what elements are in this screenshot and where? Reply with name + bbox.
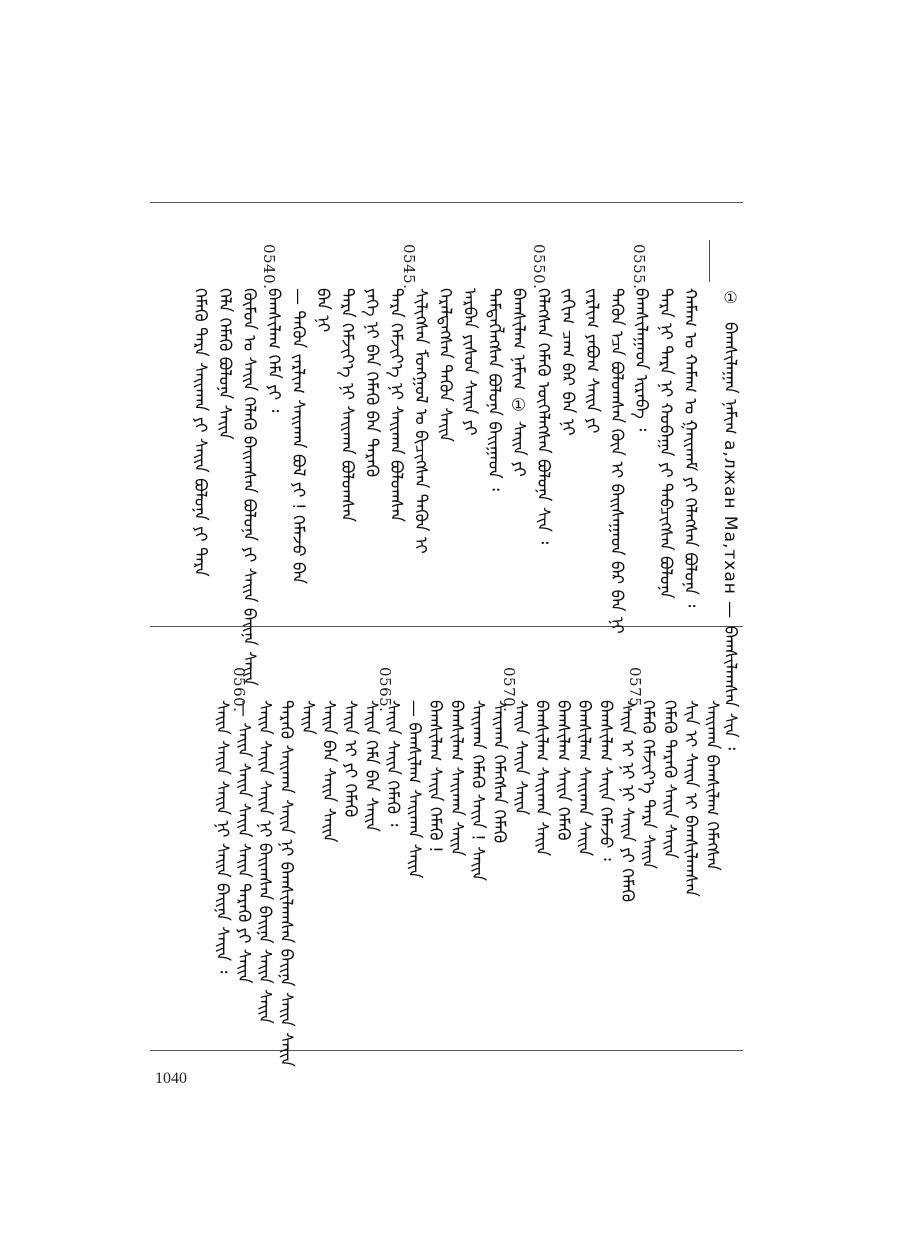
verse-text: ᠪᠠᠭᠰᠢᠯᠠᠭ ᠰᠠᠢᠨ ᠬᠡᠮᠡᠬᠦ ! [425, 700, 446, 853]
top-rule [150, 202, 743, 203]
verse-line [444, 700, 468, 856]
verse-text: ᠵᠠᠬᠢᠭ ᠴᠠᠭ ᠪᠡᠷ ᠪᠠᠨ ᠨᠢ [557, 288, 578, 436]
verse-line [556, 288, 580, 436]
verse-text: ᠰᠠᠢᠬᠠᠨ ᠬᠡᠮᠡᠭᠰᠡᠨ ᠬᠡᠮᠡᠬᠦ [489, 700, 509, 844]
line-number: 0560. [230, 667, 248, 713]
verse-text: ᠪᠠᠭᠰᠢᠯᠠᠭ ᠬᠡᠮᠡ ᠶᠢ ᠄ [263, 288, 284, 413]
verse-line [615, 700, 639, 902]
verse-line [286, 288, 310, 584]
verse-line [657, 700, 681, 859]
verse-text: — ᠪᠠᠭᠰᠢᠯᠠᠭ ᠰᠠᠢᠬᠠᠨ ᠰᠠᠢᠨ [403, 700, 424, 879]
verse-line [335, 288, 359, 522]
verse-line [423, 700, 447, 853]
verse-line [237, 288, 261, 686]
verse-text: ᠬᠡᠮᠡᠬᠦ ᠬᠡᠮᠵᠢᠶ᠎ᠡ ᠲᠡᠷᠡ ᠰᠠᠢᠨ [638, 700, 659, 869]
verse-line [700, 700, 724, 871]
verse-text: ᠲᠡᠷᠡ ᠨᠢ ᠲᠡᠷᠡ ᠨᠢ ᠬᠤᠪᠠᠭᠠ ᠶᠢ ᠲᠡᠪᠴᠢᠭᠰᠡᠨ ᠪᠣᠯᠤᠨᠠ [655, 288, 676, 599]
verse-line [274, 700, 298, 1067]
verse-line [338, 700, 362, 817]
verse-line [531, 288, 555, 544]
verse-line [629, 288, 653, 431]
verse-text: ᠲᠡᠷᠡ ᠬᠡᠮᠵᠢᠶ᠎ᠡ ᠨᠢ ᠰᠠᠢᠬᠠᠨ ᠪᠣᠯᠤᠭᠰᠠᠨ [337, 288, 357, 523]
line-number: 0545. [400, 244, 418, 290]
verse-text: ᠲᠡᠭᠦᠨ ᠡᠴᠡ ᠪᠣᠯᠤᠭᠰᠠᠨ ᠬᠦᠨ ᠢ ᠪᠠᠢᠰᠠᠭᠠᠳ ᠪᠡᠷ ᠪᠠᠨ ᠨᠢ [606, 288, 627, 634]
verse-line [466, 700, 490, 881]
line-number: 0570. [500, 667, 518, 713]
bottom-rule [150, 1050, 743, 1051]
verse-text: ᠪᠠᠭᠰᠢᠯᠠᠭ ᠰᠠᠢᠬᠠᠨ ᠰᠠᠢᠨ [446, 700, 467, 857]
verse-text: ᠪᠠᠭᠰᠢᠯᠠᠭ ᠰᠠᠢᠬᠠᠨ ᠰᠠᠢᠨ [531, 700, 552, 857]
verse-text: ᠪᠠᠭᠰᠢᠯᠠᠭ ᠰᠠᠢᠨ ᠬᠡᠮᠡᠬᠦ [552, 700, 573, 841]
verse-text: ᠪᠠᠭᠰᠢᠯᠠᠭ ᠰᠠᠢᠨ ᠬᠡᠮᠡᠵᠦ ᠄ [595, 700, 616, 861]
verse-line [530, 700, 554, 856]
verse-line [508, 700, 532, 815]
line-number: 0575. [626, 667, 644, 713]
verse-text: — ᠰᠠᠢᠨ ᠰᠠᠢᠨ ᠰᠠᠢᠨ ᠰᠠᠢᠨ ᠲᠡᠷᠡᠬᠦ ᠶᠢ ᠰᠠᠢᠨ [233, 700, 254, 984]
verse-text: ᠭᠡᠷᠡᠯᠲᠡᠭᠰᠡᠨ ᠲᠡᠭᠦᠨ ᠰᠠᠢᠨ [435, 288, 455, 443]
verse-text: ᠪᠠᠭᠰᠢᠯᠠᠭᠠᠳ ᠢᠷᠡᠪᠡ ᠄ [631, 288, 651, 432]
verse-line [409, 288, 433, 554]
verse-text: ᠵᠠᠷᠯᠢᠭ ᠶᠠᠪᠤᠭ ᠰᠠᠢᠨ ᠶᠢ [582, 288, 602, 434]
verse-text: ᠰᠢᠨ ᠢ ᠰᠠᠢᠨ ᠢ ᠪᠠᠭᠰᠢᠯᠠᠭᠰᠠᠨ [680, 700, 701, 897]
verse-line [487, 700, 511, 843]
verse-line [679, 700, 703, 897]
verse-line [213, 288, 237, 439]
verse-text: ᠰᠠᠢᠬᠠᠨ ᠬᠡᠮᠡᠬᠦ ᠰᠠᠢᠨ ! ᠰᠠᠢᠨ [467, 700, 488, 881]
verse-line [594, 700, 618, 861]
verse-text: ᠰᠠᠢᠨ ᠢ ᠶᠢ ᠬᠡᠮᠡᠬᠦ [339, 700, 360, 818]
verse-text: ᠲᠡᠮᠳᠡᠭᠯᠡᠭᠰᠡᠨ ᠪᠣᠯᠤᠨᠠ ᠪᠠᠢᠭᠠᠳ ᠄ [484, 288, 504, 491]
verse-line [636, 700, 660, 869]
verse-line [210, 700, 234, 973]
verse-line [433, 288, 457, 442]
verse-line [231, 700, 255, 984]
verse-line [402, 700, 426, 879]
verse-text: ᠬᠦᠮᠦᠨ ᠤ ᠰᠠᠢᠨ ᠬᠡᠯᠡᠬᠦ ᠪᠠᠢᠭᠰᠠᠨ ᠪᠣᠯᠤᠨᠠ ᠶᠢ ᠰᠠᠢᠨ ᠪᠠᠢᠨᠠ ᠰᠠᠢᠨ [239, 288, 259, 686]
verse-text: ᠬᠡᠯᠡ ᠬᠡᠮᠡᠬᠦ ᠪᠣᠯᠤᠨᠠ ᠰᠠᠢᠨ [214, 288, 235, 440]
verse-text: ᠰᠠᠢᠨ ᠰᠠᠢᠨ ᠬᠡᠮᠡᠬᠦ ᠄ [382, 700, 403, 827]
footnote-marker: ① [721, 288, 740, 308]
verse-text: ᠰᠠᠢᠨ ᠪᠠᠨ ᠰᠠᠢᠨ ᠰᠠᠢᠨ [318, 700, 339, 843]
verse-text: ᠪᠠᠭᠰᠢᠯᠠᠭ ᠨᠠᠮᠢᠭ ① ᠰᠠᠢᠨ ᠶᠢ [508, 288, 529, 477]
line-number: 0550. [530, 244, 548, 290]
verse-text: ᠶᠡᠬᠡ ᠨᠢ ᠪᠠᠨ ᠬᠡᠮᠡᠬᠦ ᠪᠠᠨ ᠲᠡᠷᠡᠬᠦ [361, 288, 382, 478]
footnote-text: ᠪᠠᠭᠰᠢᠯᠠᠭᠠᠨ ᠨᠠᠮᠢᠭ a,лжан Ма,тхан — ᠪᠠᠭᠰᠢᠯᠠᠭᠰᠠᠨ ᠰᠢᠨ ᠄ [720, 322, 740, 750]
verse-text: ᠲᠡᠷᠡ ᠬᠡᠮᠵᠢᠶ᠎ᠡ ᠨᠢ ᠰᠠᠢᠬᠠᠨ ᠪᠣᠯᠤᠭᠰᠠᠨ [386, 288, 406, 523]
verse-text: ᠰᠠᠢᠨ ᠰᠠᠢᠨ ᠰᠠᠢᠨ [510, 700, 531, 816]
verse-line [381, 700, 405, 826]
verse-line [551, 700, 575, 841]
line-number: 0540. [260, 244, 278, 290]
verse-line [317, 700, 341, 843]
verse-text: ᠰᠠᠢᠬᠠᠨ ᠪᠠᠭᠰᠢᠯᠠᠭ ᠬᠡᠮᠡᠭᠰᠡᠨ [702, 700, 722, 871]
verse-line [311, 288, 335, 332]
verse-text: ᠰᠠᠢᠨ ᠰᠠᠢᠨ ᠰᠠᠢᠨ ᠨᠢ ᠪᠠᠢᠭᠰᠠᠨ ᠪᠠᠢᠨᠠ ᠰᠠᠢᠨ ᠰᠠᠢᠨ [254, 700, 275, 1024]
verse-line [359, 700, 383, 832]
verse-text: ᠬᠡᠮᠡᠬᠦ ᠲᠡᠷᠡᠬᠦ ᠰᠠᠢᠨ ᠰᠠᠢᠨ [659, 700, 680, 859]
verse-line [253, 700, 277, 1024]
verse-text: ᠬᠠᠮᠠᠭ ᠤ ᠬᠠᠮᠠᠭ ᠤ ᠭᠠᠢᠬᠠᠮ ᠶᠢ ᠬᠡᠯᠡᠭᠰᠡᠨ ᠪᠣᠯᠤᠨᠠ ᠄ [680, 288, 700, 608]
verse-line [507, 288, 531, 477]
verse-line [262, 288, 286, 412]
line-number: 0555. [630, 244, 648, 290]
verse-text: ᠪᠠᠨ ᠨᠢ [312, 288, 333, 333]
verse-text: ᠰᠠᠢᠨ ᠢ ᠨᠢ ᠨᠢ ᠰᠠᠢᠨ ᠶᠢ ᠬᠡᠮᠡᠬᠦ [616, 700, 637, 903]
footnote [718, 288, 742, 750]
verse-line [295, 700, 319, 735]
verse-line [654, 288, 678, 599]
verse-line [458, 288, 482, 436]
verse-line [482, 288, 506, 491]
verse-text: ᠲᠡᠷᠡᠬᠦ ᠰᠠᠢᠬᠠᠨ ᠰᠠᠢᠨ ᠨᠢ ᠪᠠᠭᠰᠢᠯᠠᠭᠰᠠᠨ ᠪᠠᠢᠨᠠ ᠰᠠᠢᠨ ᠰᠠᠢᠨ [276, 700, 296, 1067]
verse-line [188, 288, 212, 577]
verse-line [384, 288, 408, 522]
verse-line [580, 288, 604, 433]
verse-text: — ᠲᠡᠭᠦᠨ ᠵᠠᠷᠯᠢᠭ ᠰᠠᠢᠬᠠᠨ ᠪᠣᠯ ᠶᠢ ! ᠬᠡᠮᠡᠵᠦ ᠪᠠᠨ [288, 288, 308, 584]
verse-line [678, 288, 702, 607]
verse-line [360, 288, 384, 477]
verse-text: ᠰᠢᠯᠢᠭᠰᠡᠨ ᠮᠣᠩᠭᠣᠯ ᠤ ᠪᠢᠴᠢᠭᠰᠡᠨ ᠲᠡᠭᠦᠨ ᠢ [410, 288, 431, 554]
verse-text: ᠰᠠᠢᠨ ᠬᠡᠮᠡ ᠪᠠᠨ ᠰᠠᠢᠨ [361, 700, 382, 832]
verse-line [572, 700, 596, 856]
verse-text: ᠪᠠᠭᠰᠢᠯᠠᠭ ᠰᠠᠢᠬᠠᠨ ᠰᠠᠢᠨ [574, 700, 595, 857]
page-number: 1040 [155, 1070, 187, 1087]
footnote-separator [709, 240, 710, 282]
verse-text: ᠬᠡᠮᠡᠬᠦ ᠲᠡᠷᠡ ᠰᠠᠢᠬᠠᠨ ᠶᠢ ᠰᠠᠢᠨ ᠪᠣᠯᠤᠨᠠ ᠶᠢ ᠲᠡᠷᠡ [190, 288, 210, 577]
verse-text: ᠬᠡᠯᠡᠭᠰᠡᠨ ᠬᠡᠮᠡᠬᠦ ᠦᠭᠡᠯᠡᠭᠰᠡᠨ ᠪᠣᠯᠤᠨᠠ ᠰᠢᠨ ᠄ [533, 288, 553, 545]
verse-text: ᠰᠠᠢᠨ ᠰᠠᠢᠨ ᠰᠠᠢᠨ ᠨᠢ ᠰᠠᠢᠨ ᠪᠠᠢᠨᠠ ᠰᠠᠢᠨ ᠄ [212, 700, 233, 974]
line-number: 0565. [376, 667, 394, 713]
verse-text: ᠰᠠᠢᠨ [297, 700, 318, 735]
verse-text: ᠠᠷᠪᠠᠨ ᠶᠢᠰᠦᠨ ᠰᠠᠢᠨ ᠶᠢ [459, 288, 480, 436]
verse-line [605, 288, 629, 634]
